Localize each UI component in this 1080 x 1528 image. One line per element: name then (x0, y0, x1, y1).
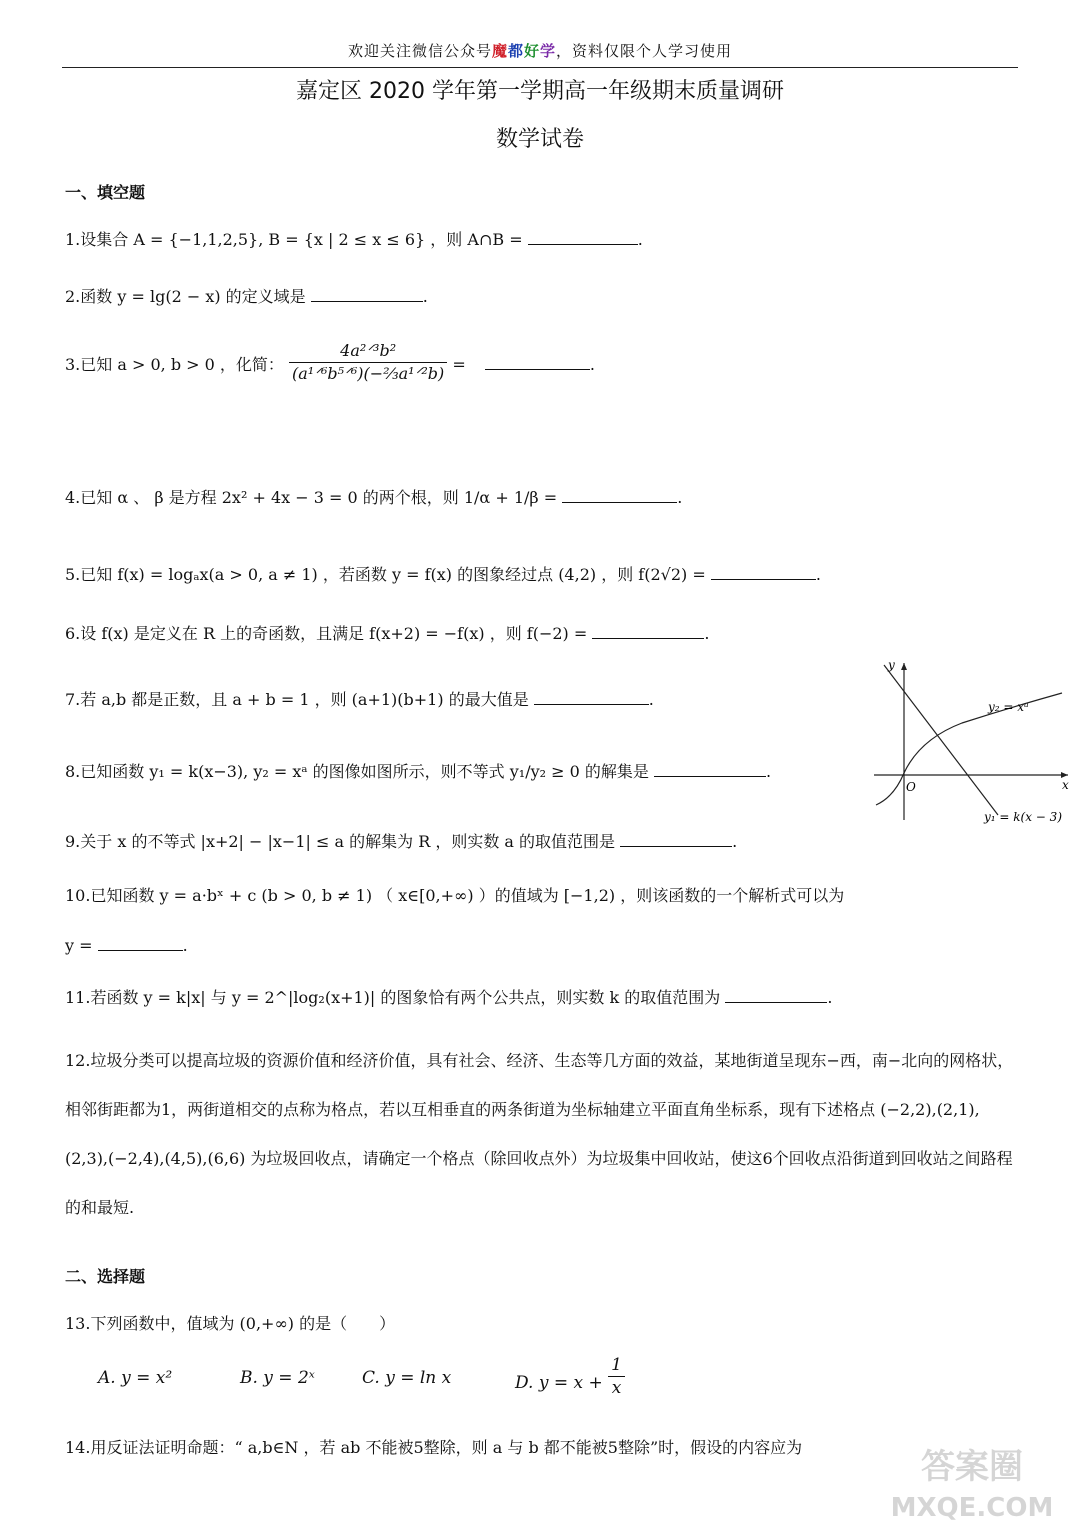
answer-blank-7 (534, 690, 649, 705)
answer-blank-10 (98, 936, 183, 951)
choice-d (515, 1355, 625, 1399)
question-4-text: 4.已知 α 、 β 是方程 2x² + 4x − 3 = 0 的两个根，则 (65, 488, 459, 507)
question-12: 12.垃圾分类可以提高垃圾的资源价值和经济价值，具有社会、经济、生态等几方面的效益，某地街道呈现东−西，南−北向的网格状，相邻街距都为1，两街道相交的点称为格点，若以互相垂直的两条街道为坐标轴建立平面直角坐标系，现有下述格点 (−2,2),(2,1),(2,3),(−2,4),(4,5),(6,6) 为垃圾回收点，请确定一个格点（除回收点外）为垃圾集中回收站，使这6个回收点沿街道到回收站之间路程的和最短. (65, 1051, 1014, 1217)
brand-char-1: 魔 (491, 42, 508, 60)
question-2-text: 2.函数 y = lg(2 − x) 的定义域是 (65, 287, 306, 306)
question-4-expression: 1/α + 1/β = (463, 488, 558, 507)
question-5: 5.已知 f(x) = logₐx(a > 0, a ≠ 1) ，若函数 y = f(x) 的图象经过点 (4,2) ，则 f(2√2) = . (65, 565, 821, 584)
question-3-text: 3.已知 a > 0, b > 0 ，化简： (65, 355, 284, 374)
answer-blank-6 (592, 624, 704, 639)
curve-label: y₂ = xᵘ (988, 700, 1029, 714)
function-graph (862, 655, 1078, 827)
exam-subtitle: 数学试卷 (495, 127, 584, 152)
x-axis-label: x (1062, 778, 1069, 792)
header-rule (62, 67, 1018, 68)
question-8-text: 8.已知函数 y₁ = k(x−3), y₂ = xᵃ 的图像如图所示，则不等式 y₁/y₂ ≥ 0 的解集是 (65, 762, 649, 781)
question-3: 3.已知 a > 0, b > 0 ，化简： $\frac{\text{4a²ᐟ³b²}}{\text{(a¹ᐟ⁶b⁵ᐟ⁶)(−⅔a¹ᐟ²b)}}$ = . (65, 341, 595, 383)
answer-blank-3 (485, 355, 590, 370)
question-2: 2.函数 y = lg(2 − x) 的定义域是 . (65, 287, 428, 306)
answer-blank-9 (620, 832, 732, 847)
question-10-answer-prefix: y = (65, 936, 93, 955)
section-fill-in: 一、填空题 (65, 183, 146, 202)
question-13: 13.下列函数中，值域为 (0,+∞) 的是（ ） (65, 1314, 396, 1333)
brand-char-4: 学 (540, 42, 557, 60)
origin-label: O (906, 780, 916, 794)
watermark-domain: MXQE.COM (890, 1493, 1054, 1523)
question-10 (65, 884, 844, 908)
question-5-text: 5.已知 f(x) = logₐx(a > 0, a ≠ 1) ，若函数 y = f(x) 的图象经过点 (4,2) ，则 f(2√2) = (65, 565, 706, 584)
answer-blank-8 (654, 762, 766, 777)
line-y1 (884, 665, 998, 815)
question-7: 7.若 a,b 都是正数，且 a + b = 1 ，则 (a+1)(b+1) 的最大值是 . (65, 690, 654, 709)
line-label: y₁ = k(x − 3) (984, 810, 1062, 824)
brand-char-3: 好 (524, 42, 541, 60)
answer-blank-5 (711, 565, 816, 580)
question-4: 4.已知 α 、 β 是方程 2x² + 4x − 3 = 0 的两个根，则 1/α + 1/β = . (65, 488, 683, 507)
question-11: 11.若函数 y = k|x| 与 y = 2^|log₂(x+1)| 的图象恰有两个公共点，则实数 k 的取值范围为 . (65, 988, 833, 1007)
fraction-denominator: (a¹ᐟ⁶b⁵ᐟ⁶)(−⅔a¹ᐟ²b) (292, 364, 445, 383)
choice-a: A. y = x² (98, 1368, 173, 1388)
question-8: 8.已知函数 y₁ = k(x−3), y₂ = xᵃ 的图像如图所示，则不等式 y₁/y₂ ≥ 0 的解集是 . (65, 762, 772, 781)
question-9-text: 9.关于 x 的不等式 |x+2| − |x−1| ≤ a 的解集为 R ，则实数 a 的取值范围是 (65, 832, 616, 851)
choice-d-denominator: x (611, 1378, 622, 1398)
question-1: 1.设集合 A = {−1,1,2,5}, B = {x | 2 ≤ x ≤ 6} ，则 A∩B = . (65, 230, 643, 249)
answer-blank-11 (725, 988, 827, 1003)
question-1-text: 1.设集合 A = {−1,1,2,5}, B = {x | 2 ≤ x ≤ 6} ，则 A∩B = (65, 230, 523, 249)
answer-blank-2 (311, 287, 423, 302)
y-axis-label: y (888, 658, 895, 672)
choice-d-text: D. y = x + (515, 1373, 603, 1393)
section-choice: 二、选择题 (65, 1267, 146, 1286)
question-6: 6.设 f(x) 是定义在 R 上的奇函数，且满足 f(x+2) = −f(x) ，则 f(−2) = . (65, 624, 710, 643)
question-6-text: 6.设 f(x) 是定义在 R 上的奇函数，且满足 f(x+2) = −f(x) ，则 f(−2) = (65, 624, 588, 643)
fraction-numerator: 4a²ᐟ³b² (289, 340, 447, 363)
y-axis-arrow (901, 663, 907, 670)
choice-d-numerator: 1 (608, 1354, 625, 1377)
watermark-title: 答案圈 (921, 1447, 1023, 1487)
exam-title: 嘉定区 2020 学年第一学期高一年级期末质量调研 (296, 79, 784, 104)
question-3-fraction (289, 340, 447, 385)
site-watermark (872, 1436, 1072, 1526)
answer-blank-4 (562, 488, 677, 503)
banner-suffix: ，资料仅限个人学习使用 (556, 42, 733, 60)
question-14: 14.用反证法证明命题：“ a,b∈N ，若 ab 不能被5整除，则 a 与 b 都不能被5整除”时，假设的内容应为 (65, 1438, 803, 1457)
question-10-text: 10.已知函数 y = a·bˣ + c (b > 0, b ≠ 1) （ x∈[0,+∞) ）的值域为 [−1,2) ，则该函数的一个解析式可以为 (65, 886, 845, 905)
brand-char-2: 都 (507, 42, 524, 60)
question-7-text: 7.若 a,b 都是正数，且 a + b = 1 ，则 (a+1)(b+1) 的最大值是 (65, 690, 529, 709)
choice-c: C. y = ln x (362, 1368, 452, 1388)
question-9: 9.关于 x 的不等式 |x+2| − |x−1| ≤ a 的解集为 R ，则实数 a 的取值范围是 . (65, 832, 738, 851)
choice-d-fraction (608, 1354, 625, 1399)
question-10-answer-line: y = . (65, 936, 188, 955)
wechat-banner (0, 40, 1080, 61)
choice-b: B. y = 2ˣ (240, 1368, 315, 1388)
question-11-text: 11.若函数 y = k|x| 与 y = 2^|log₂(x+1)| 的图象恰有两个公共点，则实数 k 的取值范围为 (65, 988, 721, 1007)
answer-blank-1 (528, 230, 638, 245)
banner-prefix: 欢迎关注微信公众号 (347, 42, 492, 60)
